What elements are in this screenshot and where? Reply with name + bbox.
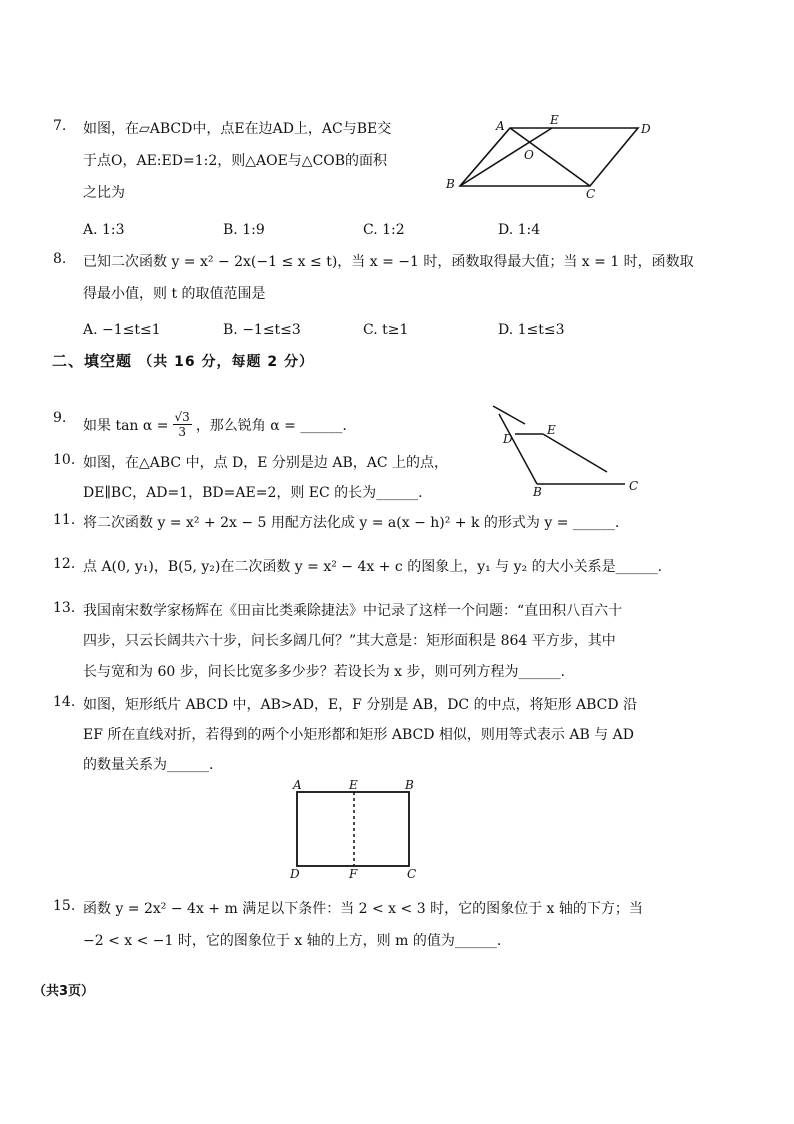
- q7-number: 7.: [53, 118, 67, 134]
- q7-line2: 于点O，AE:ED=1:2，则△AOE与△COB的面积: [83, 153, 388, 169]
- q7-option-b: B. 1:9: [223, 222, 265, 238]
- q9-fraction: [173, 410, 192, 439]
- q9-post: ，那么锐角 α = ______.: [195, 417, 347, 434]
- q8-option-a: A. −1≤t≤1: [83, 322, 161, 338]
- q7-label-c: C: [586, 187, 596, 200]
- q8-line2: 得最小值，则 t 的取值范围是: [83, 286, 266, 302]
- q14-label-d: D: [290, 867, 300, 881]
- q9-fraction-numerator: √3: [174, 410, 190, 424]
- q15-line2: −2 < x < −1 时，它的图象位于 x 轴的上方，则 m 的值为______.: [83, 933, 502, 949]
- q10-line2: DE∥BC，AD=1，BD=AE=2，则 EC 的长为______.: [83, 485, 423, 501]
- q7-option-c: C. 1:2: [363, 222, 405, 238]
- q7-label-b: B: [446, 177, 455, 191]
- q14-label-e: E: [349, 778, 358, 792]
- q14-label-b: B: [405, 778, 414, 792]
- q7-diagonal-ac: [510, 128, 590, 186]
- q10-label-d: D: [503, 432, 513, 446]
- q9-number: 9.: [53, 410, 67, 426]
- section-2-title: 二、填空题: [52, 352, 133, 370]
- q10-side-ac: [543, 434, 607, 472]
- q11-text: 将二次函数 y = x² + 2x − 5 用配方法化成 y = a(x − h)² + k 的形式为 y = ______.: [83, 515, 620, 531]
- q15-line1: 函数 y = 2x² − 4x + m 满足以下条件：当 2 < x < 3 时，它的图象位于 x 轴的下方；当: [83, 901, 643, 917]
- q14-line2: EF 所在直线对折，若得到的两个小矩形都和矩形 ABCD 相似，则用等式表示 AB 与 AD: [83, 727, 634, 743]
- q10-side-ab: [499, 414, 537, 484]
- q7-segment-be: [460, 128, 552, 186]
- q7-option-d: D. 1:4: [498, 222, 541, 238]
- q14-rectangle-abcd: [297, 792, 409, 866]
- q7-line1: 如图，在▱ABCD中，点E在边AD上，AC与BE交: [83, 121, 392, 137]
- q13-line3: 长与宽和为 60 步，问长比宽多多少步？若设长为 x 步，则可列方程为______.: [83, 664, 565, 680]
- q10-label-b: B: [533, 485, 542, 498]
- q9-body: [83, 410, 347, 439]
- q7-option-a: A. 1:3: [83, 222, 125, 238]
- q7-label-o: O: [524, 148, 534, 162]
- q13-line2: 四步，只云长阔共六十步，问长多阔几何？”其大意是：矩形面积是 864 平方步，其中: [83, 633, 616, 649]
- q14-line1: 如图，矩形纸片 ABCD 中，AB>AD，E，F 分别是 AB，DC 的中点，将矩形 ABCD 沿: [83, 697, 638, 713]
- q12-number: 12.: [53, 556, 76, 572]
- q10-segment-a-top: [493, 406, 525, 424]
- q14-label-c: C: [407, 867, 417, 881]
- q14-label-a: A: [293, 778, 302, 792]
- q12-text: 点 A(0, y₁)，B(5, y₂)在二次函数 y = x² − 4x + c 的图象上，y₁ 与 y₂ 的大小关系是______.: [83, 559, 663, 575]
- q7-parallelogram-figure: [440, 108, 665, 200]
- q8-number: 8.: [53, 251, 67, 267]
- q13-number: 13.: [53, 600, 76, 616]
- q15-number: 15.: [53, 898, 76, 914]
- q7-label-a: A: [496, 119, 505, 133]
- q7-line3: 之比为: [83, 185, 125, 201]
- q14-line3: 的数量关系为______.: [83, 757, 214, 773]
- q11-number: 11.: [53, 512, 76, 528]
- q8-option-b: B. −1≤t≤3: [223, 322, 301, 338]
- section-2-heading: [52, 350, 314, 371]
- q9-pre: 如果 tan α =: [83, 417, 169, 434]
- page-footer: （共3页）: [33, 984, 95, 999]
- q9-fraction-denominator: 3: [178, 425, 186, 439]
- q8-option-d: D. 1≤t≤3: [498, 322, 565, 338]
- q10-triangle-figure: [485, 400, 645, 498]
- q8-option-c: C. t≥1: [363, 322, 409, 338]
- q8-line1: 已知二次函数 y = x² − 2x(−1 ≤ x ≤ t)，当 x = −1 时，函数取得最大值；当 x = 1 时，函数取: [83, 254, 694, 270]
- q10-label-e: E: [547, 423, 556, 437]
- q14-rectangle-figure: [285, 776, 425, 882]
- q10-line1: 如图，在△ABC 中，点 D，E 分别是边 AB，AC 上的点，: [83, 455, 449, 471]
- q10-label-c: C: [629, 479, 639, 493]
- section-2-note: （共 16 分，每题 2 分）: [138, 354, 314, 370]
- q14-label-f: F: [349, 867, 358, 881]
- q10-number: 10.: [53, 452, 76, 468]
- q13-line1: 我国南宋数学家杨辉在《田亩比类乘除捷法》中记录了这样一个问题：“直田积八百六十: [83, 603, 623, 619]
- q7-label-e: E: [550, 113, 559, 127]
- q7-label-d: D: [641, 122, 651, 136]
- q14-number: 14.: [53, 694, 76, 710]
